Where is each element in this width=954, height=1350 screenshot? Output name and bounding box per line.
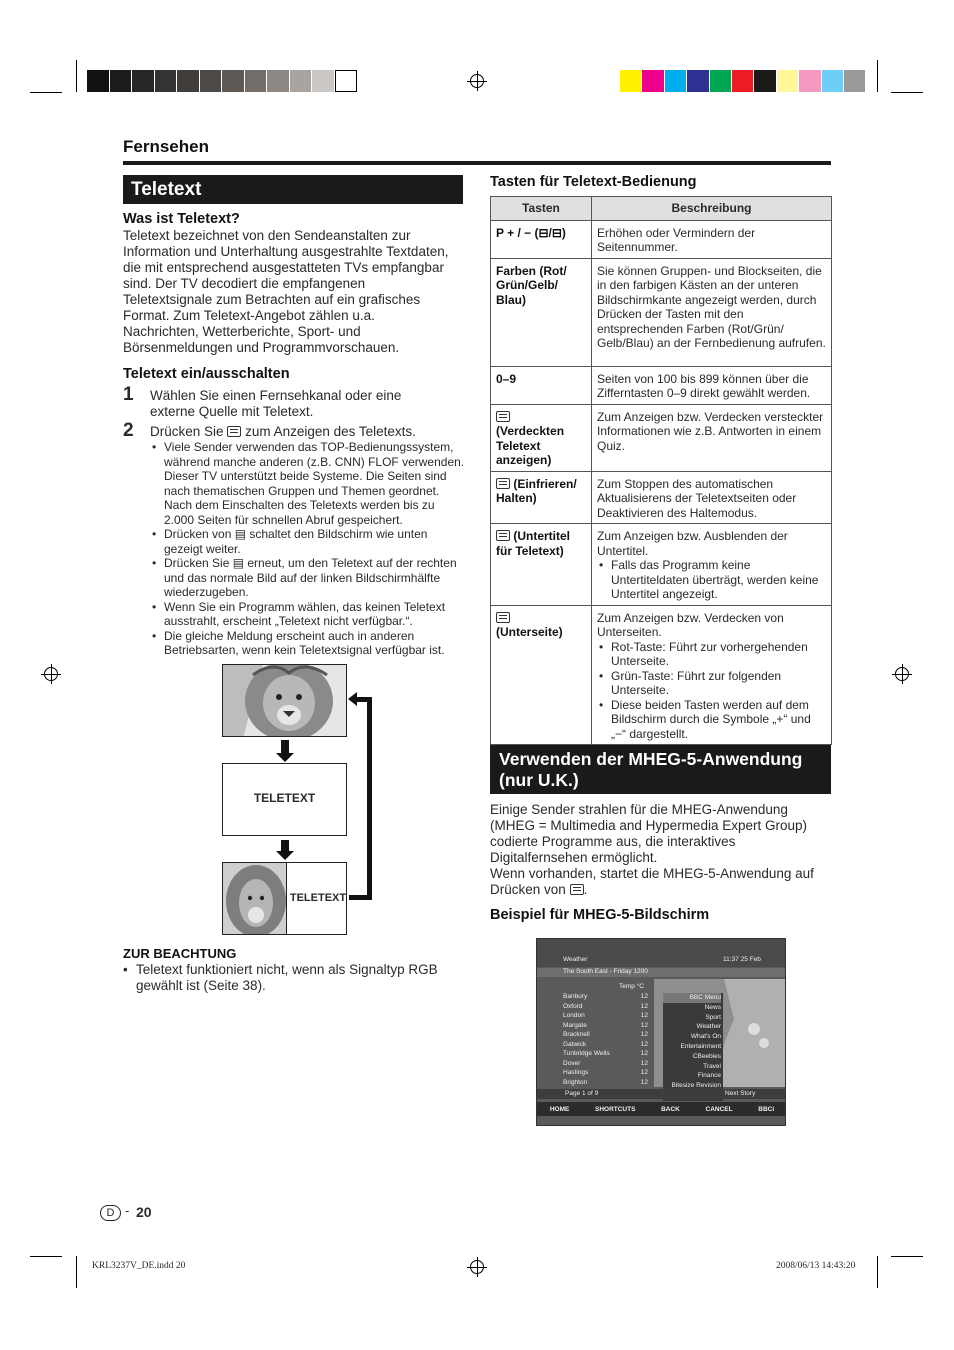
table-row [491, 471, 832, 524]
city-name: Brighton [563, 1078, 588, 1086]
color-swatch [754, 70, 776, 92]
table-cell-desc: Sie können Gruppen- und Blockseiten, die in den farbigen Kästen an der unteren Bildschirmkante angezeigt werden, durch Drücken der Tasten mit den entsprechenden Farben (Rot/Grün/ Gelb/Blau) an der Fernbedienung aufrufen. [592, 258, 832, 366]
color-swatch [290, 70, 313, 92]
city-row [563, 1002, 648, 1012]
color-swatch [267, 70, 290, 92]
city-row [563, 1049, 648, 1059]
table-row [491, 524, 832, 606]
table-cell-key: P + / − (⊟/⊟) [491, 220, 592, 258]
list-item: • Falls das Programm keine Untertiteldaten überträgt, werden keine Untertitel angezeigt. [597, 558, 826, 602]
city-temp: 12 [640, 1012, 648, 1019]
city-name: Banbury [563, 993, 588, 1000]
color-swatch [710, 70, 732, 92]
color-swatch [155, 70, 178, 92]
crop-mark [76, 60, 77, 92]
city-name: Hastings [563, 1069, 589, 1076]
color-swatch [732, 70, 754, 92]
city-temp: 12 [640, 993, 648, 1000]
color-swatch [110, 70, 133, 92]
table-cell-desc: Zum Anzeigen bzw. Ausblenden der Untertitel. • Falls das Programm keine Untertiteldaten überträgt, werden keine Untertitel angezeigt. [592, 524, 832, 606]
color-calibration-bars [620, 70, 866, 92]
color-swatch [245, 70, 268, 92]
split-screen [222, 862, 347, 935]
menu-item[interactable]: Weather [696, 1023, 721, 1031]
city-row [563, 1059, 648, 1069]
list-item: • Viele Sender verwenden das TOP-Bedienungssystem, während manche anderen (z.B. CNN) FLOF verwenden. Dieser TV unterstützt beide Systeme. Die Seiten sind nach thematischen Gruppen und Themen geordnet. Nach dem Einschalten des Teletexts werden bis zu 2.000 Seiten für schnellen Abruf gespeichert. [150, 440, 466, 527]
subtitle-button-icon [496, 530, 510, 541]
color-swatch [87, 70, 110, 92]
color-swatch [312, 70, 335, 92]
city-name: Gatwick [563, 1040, 587, 1048]
teletext-screen: TELETEXT [222, 763, 347, 836]
teletext-heading: Teletext [123, 175, 463, 204]
color-swatch [642, 70, 664, 92]
table-cell-desc: Erhöhen oder Vermindern der Seitennummer. [592, 220, 832, 258]
table-row [491, 404, 832, 471]
shortcut-button[interactable]: BACK [661, 1105, 680, 1113]
menu-item[interactable]: Finance [697, 1072, 721, 1080]
city-row [563, 1030, 648, 1040]
city-name: Dover [563, 1059, 581, 1067]
menu-item[interactable]: Entertainment [680, 1042, 721, 1050]
crop-mark [30, 1256, 62, 1257]
menu-item[interactable]: BBC Menu [663, 993, 721, 1003]
table-cell-desc: Zum Anzeigen bzw. Verdecken von Unterseiten. • Rot-Taste: Führt zur vorhergehenden Unterseite. • Grün-Taste: Führt zur folgenden Unterseite. • Diese beiden Tasten werden auf dem Bildschirm durch die Symbole „+“ und „−“ dargestellt. [592, 605, 832, 745]
table-cell-desc: Zum Anzeigen bzw. Verdecken versteckter Informationen wie z.B. Antworten in einem Quiz. [592, 404, 832, 471]
crop-mark [891, 1256, 923, 1257]
table-cell-desc: Seiten von 100 bis 899 können über die Zifferntasten 0–9 direkt gewählt werden. [592, 366, 832, 404]
city-temp: 12 [640, 1078, 648, 1086]
menu-item[interactable]: What's On [690, 1033, 721, 1041]
teletext-onoff-heading: Teletext ein/ausschalten [123, 366, 290, 382]
temp-header: Temp °C [619, 983, 644, 990]
color-swatch [132, 70, 155, 92]
step-2-text: Drücken Sie zum Anzeigen des Teletexts. [150, 424, 416, 439]
registration-mark-icon [895, 667, 909, 681]
tv-picture-lion [222, 664, 347, 737]
page-indicator: Page 1 of 9 [565, 1090, 599, 1097]
section-title: Fernsehen [123, 137, 209, 156]
list-item: • Drücken Sie ▤ erneut, um den Teletext auf der rechten und das normale Bild auf der linken Bildschirmhälfte wiederzugeben. [150, 556, 466, 600]
color-swatch [844, 70, 866, 92]
color-swatch [177, 70, 200, 92]
example-heading: Beispiel für MHEG-5-Bildschirm [490, 907, 710, 923]
mheg-body: Einige Sender strahlen für die MHEG-Anwendung (MHEG = Multimedia and Hypermedia Expert Group) codierte Programme aus, die interaktives Digitalfernsehen ermöglicht. Wenn vorhanden, startet die MHEG-5-Anwendung auf Drücken von . [490, 802, 814, 897]
list-item: • Rot-Taste: Führt zur vorhergehenden Unterseite. [597, 640, 826, 669]
mheg-heading: Verwenden der MHEG-5-Anwendung (nur U.K.) [490, 745, 831, 794]
was-ist-teletext-body: Teletext bezeichnet von den Sendeanstalten zur Information und Unterhaltung ausgestrahlte Textdaten, die mit entsprechend ausgestatteten TVs empfangbar sind. Der TV decodiert die empfangenen Teletextsignale zum Betrachten auf ein grafisches Format. Zum Teletext-Angebot zählen u.a. Nachrichten, Wetterberichte, Sport- und Börsenmeldungen und Programmvorschauen. [123, 228, 449, 355]
shortcut-button[interactable]: BBCi [758, 1105, 775, 1113]
list-item: • Wenn Sie ein Programm wählen, das keinen Teletext ausstrahlt, erscheint „Teletext nicht verfügbar.“. [150, 600, 466, 629]
city-row [563, 1068, 648, 1078]
color-swatch [222, 70, 245, 92]
crop-mark [891, 92, 923, 93]
menu-item[interactable]: Bitesize Revision [671, 1082, 721, 1090]
down-arrow-icon [281, 740, 289, 754]
table-row [491, 605, 832, 745]
down-arrow-icon [281, 840, 289, 852]
list-item: • Drücken von ▤ schaltet den Bildschirm wie unten gezeigt weiter. [150, 527, 466, 556]
color-swatch [665, 70, 687, 92]
was-ist-teletext-heading: Was ist Teletext? [123, 211, 240, 227]
city-temp: 12 [640, 1069, 648, 1076]
shortcut-button[interactable]: HOME [549, 1105, 570, 1113]
menu-item[interactable]: Sport [705, 1013, 721, 1021]
note-heading: ZUR BEACHTUNG [123, 946, 237, 961]
lion-icon [223, 665, 347, 737]
city-temp: 12 [640, 1021, 648, 1029]
registration-mark-icon [470, 74, 484, 88]
table-cell-key: (Untertitel für Teletext) [491, 524, 592, 606]
shortcut-button[interactable]: CANCEL [705, 1105, 733, 1113]
city-name: Oxford [563, 1002, 583, 1010]
crop-mark [877, 60, 878, 92]
split-teletext-label: TELETEXT [286, 863, 347, 935]
header-rule [123, 161, 831, 165]
city-temp: 12 [640, 1040, 648, 1048]
teletext-keys-table [490, 196, 832, 745]
menu-item[interactable]: CBeebies [692, 1052, 721, 1060]
table-row [491, 258, 832, 366]
city-temp: 12 [640, 1031, 648, 1038]
column-header: Tasten [491, 197, 592, 221]
city-row [563, 1040, 648, 1050]
desc-list [597, 640, 826, 742]
table-cell-key: (Unterseite) [491, 605, 592, 745]
reveal-button-icon [496, 411, 510, 422]
next-story[interactable]: Next Story [725, 1090, 756, 1097]
color-swatch [200, 70, 223, 92]
column-header: Beschreibung [592, 197, 832, 221]
shortcut-button[interactable]: SHORTCUTS [594, 1105, 636, 1113]
table-header-row [491, 197, 832, 221]
color-swatch [335, 70, 358, 92]
hold-button-icon [496, 478, 510, 489]
shortcut-bar [537, 1102, 786, 1116]
city-temp: 12 [640, 1002, 648, 1010]
step-number: 1 [123, 384, 134, 405]
city-name: Bracknell [563, 1031, 590, 1038]
registration-mark-icon [44, 667, 58, 681]
crop-mark [30, 92, 62, 93]
color-swatch [822, 70, 844, 92]
step-number: 2 [123, 420, 134, 441]
subpage-button-icon [496, 612, 510, 623]
color-swatch [799, 70, 821, 92]
page-letter-badge: D [100, 1205, 121, 1221]
return-arrow-line [349, 895, 372, 900]
screen-time: 11:37 25 Feb [723, 956, 761, 963]
teletext-button-icon [570, 884, 584, 895]
crop-mark [877, 1256, 878, 1288]
menu-item[interactable]: News [704, 1003, 721, 1011]
city-temp: 12 [640, 1050, 648, 1057]
file-name: KRL3237V_DE.indd 20 [92, 1261, 186, 1271]
color-swatch [687, 70, 709, 92]
city-row [563, 1021, 648, 1031]
city-row [563, 1078, 648, 1088]
table-cell-key: (Verdeckten Teletext anzeigen) [491, 404, 592, 471]
gray-calibration-bars [87, 70, 357, 92]
table-cell-desc: Zum Stoppen des automatischen Aktualisierens der Teletextseiten oder Deaktivieren des Haltemodus. [592, 471, 832, 524]
registration-mark-icon [470, 1260, 484, 1274]
screen-title: Weather [563, 956, 588, 963]
color-swatch [620, 70, 642, 92]
step-1-text: Wählen Sie einen Fernsehkanal oder eine externe Quelle mit Teletext. [150, 388, 402, 419]
mheg-screen [536, 938, 786, 1126]
list-item: • Diese beiden Tasten werden auf dem Bildschirm durch die Symbole „+“ und „−“ dargestellt. [597, 698, 826, 742]
teletext-notes-list [150, 440, 466, 658]
lion-icon [223, 863, 286, 935]
city-row [563, 992, 648, 1002]
city-name: Margate [563, 1021, 587, 1029]
bbc-menu[interactable] [663, 993, 723, 1101]
table-heading: Tasten für Teletext-Bedienung [490, 174, 697, 190]
color-swatch [777, 70, 799, 92]
menu-item[interactable]: Travel [703, 1062, 721, 1070]
crop-mark [76, 1256, 77, 1288]
page-number: 20 [136, 1204, 152, 1220]
teletext-button-icon [227, 426, 241, 437]
left-arrow-icon [348, 692, 357, 706]
screen-region: The South East - Friday 1200 [563, 968, 648, 975]
city-row [563, 1011, 648, 1021]
return-arrow-line [367, 700, 372, 900]
table-cell-key: Farben (Rot/ Grün/Gelb/ Blau) [491, 258, 592, 366]
city-list [563, 992, 648, 1087]
list-item: • Grün-Taste: Führt zur folgenden Unterseite. [597, 669, 826, 698]
table-cell-key: (Einfrieren/ Halten) [491, 471, 592, 524]
note-body: • Teletext funktioniert nicht, wenn als Signaltyp RGB gewählt ist (Seite 38). [123, 962, 438, 993]
city-temp: 12 [640, 1059, 648, 1067]
list-item: • Die gleiche Meldung erscheint auch in anderen Betriebsarten, wenn kein Teletextsignal verfügbar ist. [150, 629, 466, 658]
city-name: Tunbridge Wells [563, 1050, 610, 1057]
print-date: 2008/06/13 14:43:20 [776, 1261, 856, 1271]
table-cell-key: 0–9 [491, 366, 592, 404]
city-name: London [563, 1012, 585, 1019]
desc-list [597, 558, 826, 602]
table-row [491, 366, 832, 404]
table-row [491, 220, 832, 258]
